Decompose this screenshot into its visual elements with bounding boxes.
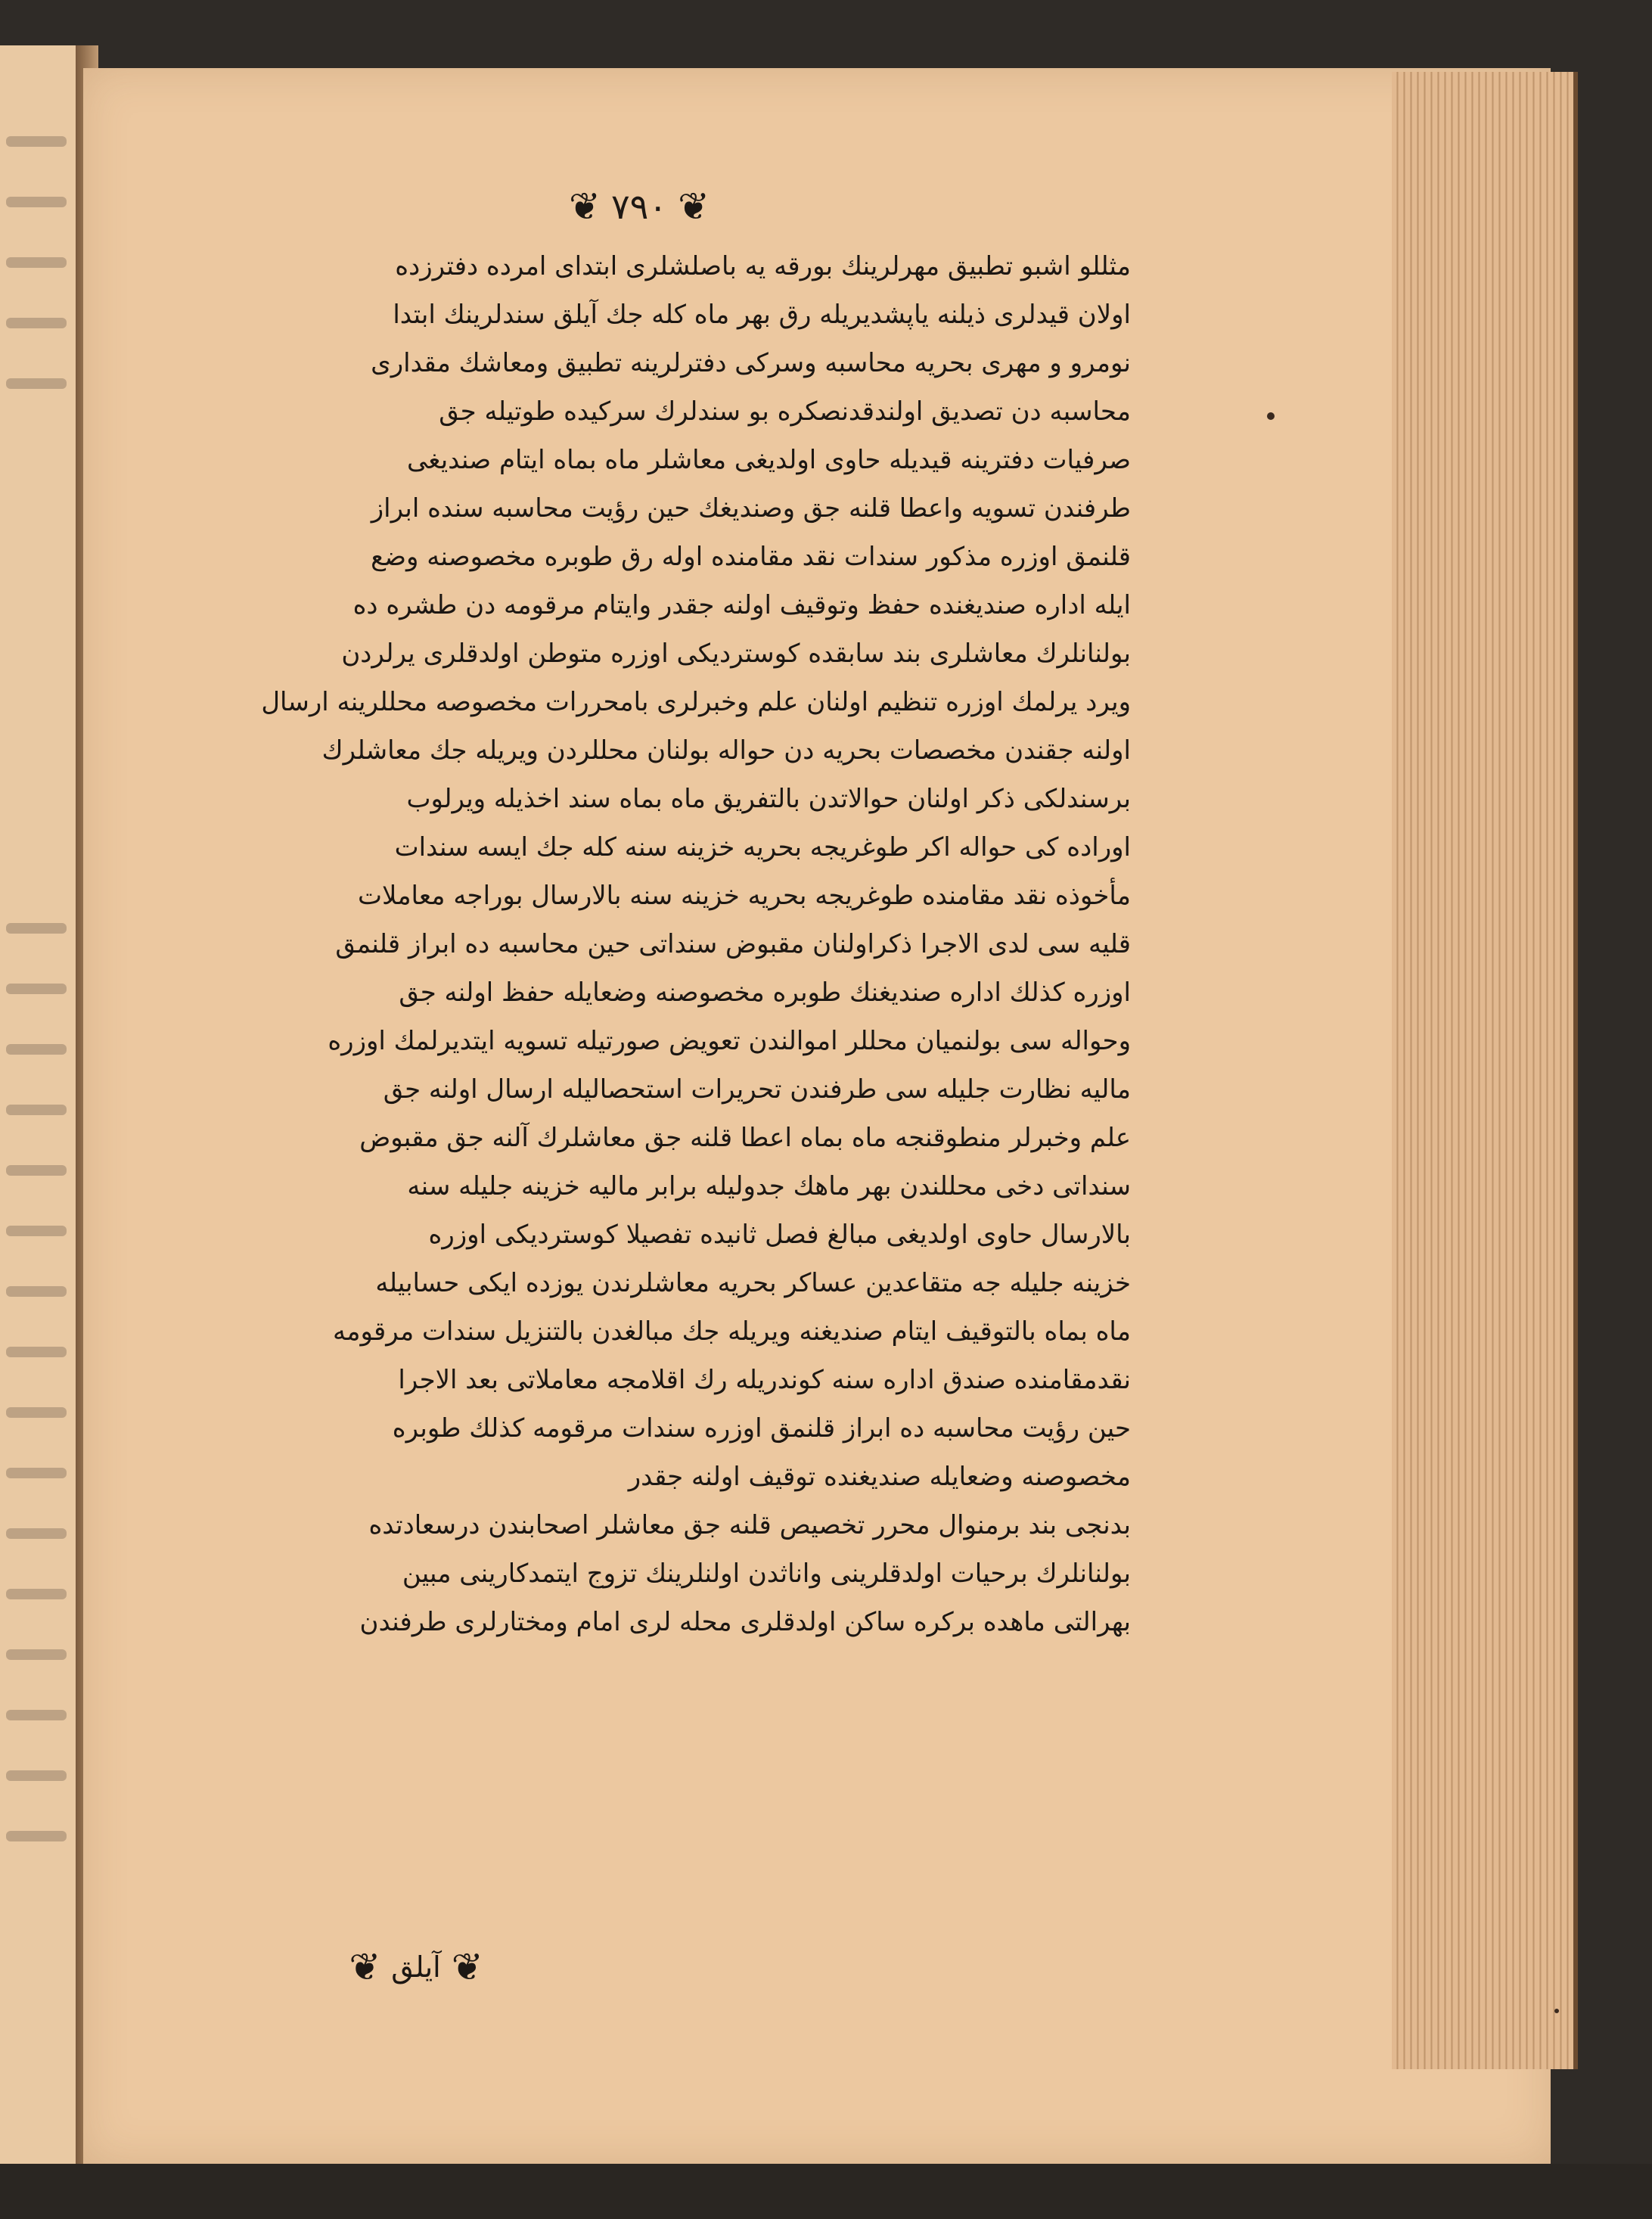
text-line: اولنه جقندن مخصصات بحریه دن حواله بولنان محللردن ویریله جك معاشلرك: [321, 735, 1131, 766]
ink-speck: [1267, 412, 1275, 420]
text-line: اولان قیدلری ذیلنه یاپشدیریله رق بهر ماه کله جك آیلق سندلرینك ابتدا: [393, 300, 1131, 330]
text-line: قلنمق اوزره مذکور سندات نقد مقامنده اوله رق طوبره مخصوصنه وضع: [371, 542, 1131, 572]
ornament-left-icon: ❦: [349, 1945, 381, 1989]
text-line: وحواله سی بولنمیان محللر اموالندن تعویض صورتیله تسویه ایتدیرلمك اوزره: [328, 1026, 1131, 1056]
page-fore-edge: [1392, 72, 1578, 2069]
text-line: محاسبه دن تصدیق اولندقدنصکره بو سندلرك سرکیده طوتیله جق: [439, 396, 1131, 427]
text-line: ویرد یرلمك اوزره تنظیم اولنان علم وخبرلری بامحررات مخصوصه محللرینه ارسال: [261, 687, 1131, 717]
text-line: نومرو و مهری بحریه محاسبه وسرکی دفترلرینه تطبیق ومعاشك مقداری: [371, 348, 1131, 378]
catchword: آیلق: [391, 1950, 441, 1984]
text-line: طرفندن تسویه واعطا قلنه جق وصندیغك حین رؤیت محاسبه سنده ابراز: [371, 493, 1131, 524]
text-line: خزینه جلیله جه متقاعدین عساکر بحریه معاشلرندن یوزده ایکی حسابیله: [375, 1268, 1131, 1298]
catchword-footer: [295, 1941, 537, 1994]
text-line: مثللو اشبو تطبیق مهرلرینك بورقه یه باصلشلری ابتدای امرده دفترزده: [395, 251, 1131, 281]
text-line: بولنانلرك برحیات اولدقلرینی واناثدن اولنلرینك تزوج ایتمدکارینی مبین: [402, 1559, 1131, 1589]
text-line: مخصوصنه وضعایله صندیغنده توقیف اولنه جقدر: [628, 1462, 1131, 1492]
ink-speck: [1554, 2009, 1559, 2013]
adjacent-left-page: [0, 45, 79, 2164]
text-line: بولنانلرك معاشلری بند سابقده کوستردیکی اوزره متوطن اولدقلری یرلردن: [341, 639, 1131, 669]
text-line: ایله اداره صندیغنده حفظ وتوقیف اولنه جقدر وایتام مرقومه دن طشره ده: [352, 590, 1131, 620]
text-line: قلیه سی لدی الاجرا ذکراولنان مقبوض سنداتی حین محاسبه ده ابراز قلنمق: [335, 929, 1131, 959]
ornament-right-icon: ❦: [451, 1945, 483, 1989]
text-line: حین رؤیت محاسبه ده ابراز قلنمق اوزره سندات مرقومه کذلك طوبره: [392, 1413, 1131, 1444]
page-number-header: [545, 180, 734, 233]
text-line: بالارسال حاوی اولدیغی مبالغ فصل ثانیده تفصیلا کوستردیکی اوزره: [428, 1220, 1131, 1250]
text-line: برسندلکی ذکر اولنان حوالاتدن بالتفریق ماه بماه سند اخذیله ویرلوب: [406, 784, 1131, 814]
text-line: مأخوذه نقد مقامنده طوغریجه بحریه خزینه سنه بالارسال بوراجه معاملات: [358, 881, 1131, 911]
page-number: ۷۹۰: [610, 186, 668, 227]
ornament-left-icon: ❦: [569, 185, 601, 228]
ornament-right-icon: ❦: [678, 185, 710, 228]
text-line: اوراده کی حواله اکر طوغریجه بحریه خزینه سنه کله جك ایسه سندات: [394, 832, 1131, 862]
text-line: سنداتی دخی محللندن بهر ماهك جدولیله برابر مالیه خزینه جلیله سنه: [407, 1171, 1131, 1201]
text-line: صرفیات دفترینه قیدیله حاوی اولدیغی معاشلر ماه بماه ایتام صندیغی: [406, 445, 1131, 475]
text-line: علم وخبرلر منطوقنجه ماه بماه اعطا قلنه جق معاشلرك آلنه جق مقبوض: [359, 1123, 1131, 1153]
text-line: بدنجی بند برمنوال محرر تخصیص قلنه جق معاشلر اصحابندن درسعادتده: [368, 1510, 1131, 1540]
background-bottom: [0, 2164, 1652, 2219]
text-line: نقدمقامنده صندق اداره سنه کوندریله رك اقلامجه معاملاتی بعد الاجرا: [398, 1365, 1131, 1395]
text-line: بهرالتی ماهده برکره ساکن اولدقلری محله لری امام ومختارلری طرفندن: [359, 1607, 1131, 1637]
text-line: ماه بماه بالتوقیف ایتام صندیغنه ویریله جك مبالغدن بالتنزیل سندات مرقومه: [333, 1316, 1131, 1347]
body-text: [185, 242, 1131, 1952]
text-line: مالیه نظارت جلیله سی طرفندن تحریرات استحصالیله ارسال اولنه جق: [383, 1074, 1131, 1105]
text-line: اوزره کذلك اداره صندیغنك طوبره مخصوصنه وضعایله حفظ اولنه جق: [399, 977, 1131, 1008]
